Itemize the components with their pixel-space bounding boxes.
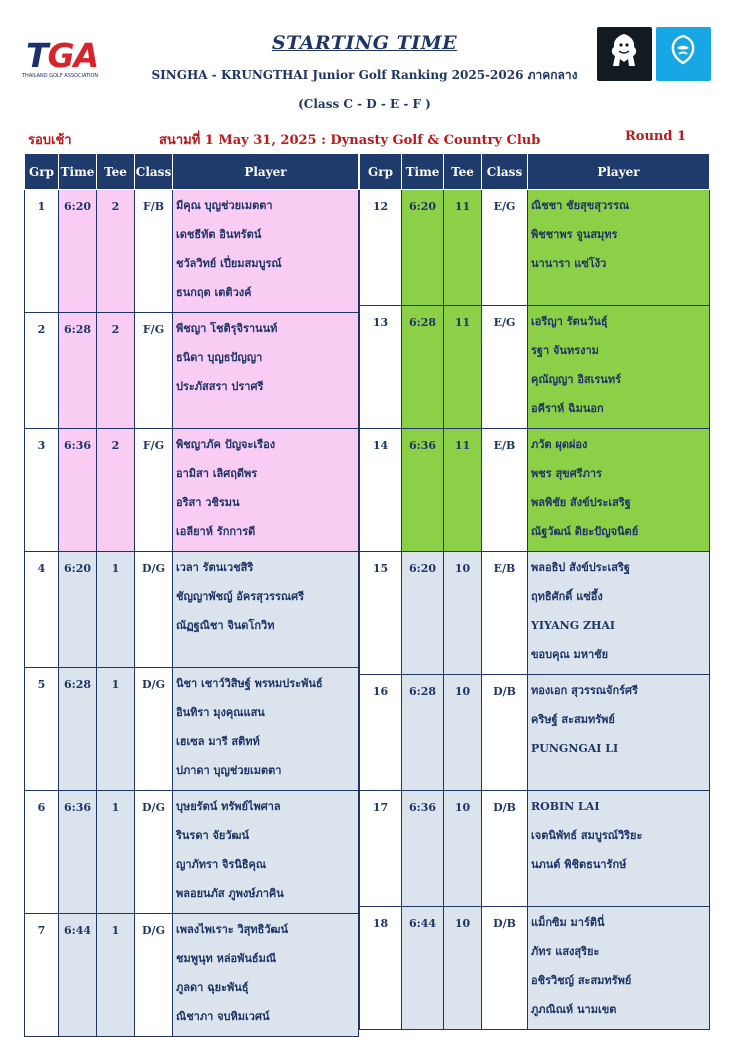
group-row	[360, 552, 710, 675]
col-header-tee: Tee	[444, 154, 482, 190]
player-name: อคีราห์ ฉิมนอก	[531, 402, 604, 415]
player-name: อินทิรา มุงคุณแสน	[176, 706, 265, 719]
right-schedule-table	[359, 153, 710, 1030]
player-name: ปภาดา บุญช่วยเมตตา	[176, 764, 282, 777]
event-subtitle: SINGHA - KRUNGTHAI Junior Golf Ranking 2025-2026 ภาคกลาง	[151, 68, 578, 82]
group-row	[25, 914, 359, 1037]
group-row	[25, 668, 359, 791]
tee-time: 6:44	[402, 907, 444, 1030]
col-header-tee: Tee	[97, 154, 135, 190]
group-number: 15	[360, 552, 402, 675]
class-code: F/G	[135, 429, 173, 552]
player-name: ณิชชา ชัยสุขสุวรรณ	[531, 199, 630, 212]
player-name: เฮเซล มารี สติทท์	[176, 735, 260, 748]
player-cell	[528, 907, 710, 1030]
player-name: เอรีญา รัตนวันธุ์	[531, 315, 608, 328]
class-code: E/B	[482, 552, 528, 675]
round-label: Round 1	[625, 129, 687, 144]
tee-time: 6:28	[402, 306, 444, 429]
player-name: ขอบคุณ มหาชัย	[531, 648, 609, 661]
player-cell	[173, 190, 359, 313]
group-row	[25, 429, 359, 552]
table-header-row	[25, 154, 359, 190]
player-name: เวลา รัตนเวชสิริ	[176, 561, 254, 574]
tee-time: 6:44	[59, 914, 97, 1037]
tee-time: 6:20	[59, 190, 97, 313]
tga-logo-subtitle: THAILAND GOLF ASSOCIATION	[22, 73, 99, 79]
class-code: E/B	[482, 429, 528, 552]
tee-number: 2	[97, 190, 135, 313]
tee-time: 6:36	[59, 791, 97, 914]
tee-time: 6:20	[59, 552, 97, 668]
table-header-row	[360, 154, 710, 190]
player-name: ณิชาภา จบหิมเวศน์	[176, 1010, 270, 1023]
player-name: เดชธีทัต อินทรัตน์	[176, 228, 262, 241]
group-row	[360, 791, 710, 907]
group-number: 14	[360, 429, 402, 552]
player-name: บุษยรัตน์ ทรัพย์ไพศาล	[176, 800, 281, 813]
class-code: D/B	[482, 675, 528, 791]
player-name: นานารา แซ่โง้ว	[531, 257, 607, 270]
left-schedule-table	[24, 153, 359, 1037]
tee-number: 2	[97, 313, 135, 429]
tee-number: 1	[97, 791, 135, 914]
class-code: F/B	[135, 190, 173, 313]
tee-number: 11	[444, 306, 482, 429]
player-name: มีคุณ บุญช่วยเมตตา	[176, 199, 273, 212]
group-number: 6	[25, 791, 59, 914]
player-name: พีชญา โชติรุจิรานนท์	[176, 322, 278, 335]
player-name: พิชญาภัค ปัญจะเรือง	[176, 438, 276, 451]
col-header-class: Class	[135, 154, 173, 190]
player-cell	[528, 675, 710, 791]
col-header-grp: Grp	[25, 154, 59, 190]
player-name: ภวัต ผุดผ่อง	[531, 438, 588, 451]
tee-number: 1	[97, 668, 135, 791]
tee-number: 1	[97, 914, 135, 1037]
group-row	[25, 552, 359, 668]
player-name: อริสา วชิรมน	[176, 496, 240, 509]
tee-number: 1	[97, 552, 135, 668]
group-row	[25, 190, 359, 313]
player-name: ธนิดา บุญธปัญญา	[176, 351, 263, 364]
tee-time: 6:28	[59, 668, 97, 791]
group-number: 7	[25, 914, 59, 1037]
group-number: 1	[25, 190, 59, 313]
col-header-player: Player	[528, 154, 710, 190]
player-name: แม็กซิม มาร์ตินี่	[531, 916, 605, 929]
group-row	[360, 306, 710, 429]
player-name: นภนต์ พิชิตธนารักษ์	[531, 858, 627, 871]
player-name: ชวัลวิทย์ เปี่ยมสมบูรณ์	[176, 257, 282, 270]
player-name: ธนกฤต เตติวงค์	[176, 286, 252, 299]
group-row	[360, 429, 710, 552]
tee-time: 6:36	[59, 429, 97, 552]
player-cell	[528, 552, 710, 675]
class-list: (Class C - D - E - F )	[298, 97, 431, 111]
player-name: ทองเอก สุวรรณจักร์ศรี	[531, 684, 638, 697]
group-number: 16	[360, 675, 402, 791]
col-header-class: Class	[482, 154, 528, 190]
class-code: D/B	[482, 907, 528, 1030]
player-name: ภูภณิณห์ นามเขต	[531, 1003, 617, 1016]
class-code: D/G	[135, 552, 173, 668]
player-cell	[173, 552, 359, 668]
tee-time: 6:28	[59, 313, 97, 429]
player-name: อามิสา เลิศฤดีพร	[176, 467, 258, 480]
tee-number: 10	[444, 907, 482, 1030]
player-name: รินรดา จัยวัฒน์	[176, 829, 250, 842]
tga-logo-text: TGA	[26, 36, 99, 75]
player-name: คริษฐ์ สะสมทรัพย์	[531, 713, 615, 726]
player-name: พชร สุขศรีภาร	[531, 467, 602, 480]
player-name: นิชา เชาว์วิสิษฐ์ พรหมประพันธ์	[176, 677, 323, 690]
group-row	[360, 675, 710, 791]
player-name: เจตนิพัทธ์ สมบูรณ์วิริยะ	[531, 829, 643, 842]
player-name: พลอยนภัส ภูพงษ์ภาคิน	[176, 887, 284, 900]
group-number: 18	[360, 907, 402, 1030]
tee-number: 2	[97, 429, 135, 552]
class-code: F/G	[135, 313, 173, 429]
col-header-grp: Grp	[360, 154, 402, 190]
tee-time: 6:20	[402, 552, 444, 675]
player-name: ญาภัทรา จิรนิธิคุณ	[176, 858, 267, 871]
player-name: PUNGNGAI LI	[531, 742, 619, 755]
player-name: ฤทธิศักดิ์ แซ่อึ้ง	[531, 590, 603, 603]
player-name: ประภัสสรา ปราศรี	[176, 380, 264, 393]
player-name: คุณัญญา อิสเรนทร์	[531, 373, 621, 386]
player-name: เอลียาห์ รักการดี	[176, 525, 256, 538]
player-name: รฐา จันทรงาม	[531, 344, 599, 357]
player-name: ภัทร แสงสุริยะ	[531, 945, 600, 958]
player-name: ณัฏฐณิชา จินดโกวิท	[176, 619, 275, 632]
venue-date: สนามที่ 1 May 31, 2025 : Dynasty Golf & Country Club	[159, 133, 541, 148]
col-header-player: Player	[173, 154, 359, 190]
player-name: พิชชาพร จูนสมุทร	[531, 228, 618, 241]
tee-number: 10	[444, 791, 482, 907]
group-number: 2	[25, 313, 59, 429]
page-title: STARTING TIME	[271, 32, 458, 54]
group-row	[25, 791, 359, 914]
player-cell	[173, 791, 359, 914]
class-code: D/B	[482, 791, 528, 907]
tee-number: 11	[444, 190, 482, 306]
tee-number: 11	[444, 429, 482, 552]
player-name: ภูลดา ฉุยะพันธุ์	[176, 981, 249, 994]
group-row	[360, 190, 710, 306]
player-name: YIYANG ZHAI	[531, 619, 616, 632]
group-number: 3	[25, 429, 59, 552]
class-code: E/G	[482, 190, 528, 306]
group-row	[360, 907, 710, 1030]
player-cell	[173, 914, 359, 1037]
player-name: เพลงไพเราะ วิสุทธิวัฒน์	[176, 923, 288, 936]
group-number: 4	[25, 552, 59, 668]
col-header-time: Time	[59, 154, 97, 190]
player-name: ณัฐวัฒน์ ดิยะปัญจนิตย์	[531, 525, 639, 538]
player-name: อชิรวิชญ์ สะสมทรัพย์	[531, 974, 632, 987]
player-cell	[173, 668, 359, 791]
group-row	[25, 313, 359, 429]
tee-time: 6:28	[402, 675, 444, 791]
tee-number: 10	[444, 552, 482, 675]
player-cell	[528, 306, 710, 429]
session-label: รอบเช้า	[28, 133, 72, 148]
class-code: E/G	[482, 306, 528, 429]
player-cell	[528, 791, 710, 907]
tee-time: 6:36	[402, 429, 444, 552]
player-name: ชัญญาพัชญ์ อัครสุวรรณศรี	[176, 590, 304, 603]
tee-time: 6:36	[402, 791, 444, 907]
player-cell	[528, 429, 710, 552]
player-cell	[173, 313, 359, 429]
class-code: D/G	[135, 914, 173, 1037]
player-cell	[173, 429, 359, 552]
group-number: 12	[360, 190, 402, 306]
group-number: 17	[360, 791, 402, 907]
tee-number: 10	[444, 675, 482, 791]
class-code: D/G	[135, 791, 173, 914]
group-number: 5	[25, 668, 59, 791]
class-code: D/G	[135, 668, 173, 791]
tee-time: 6:20	[402, 190, 444, 306]
player-name: พลอธิป สังข์ประเสริฐ	[531, 561, 630, 574]
player-name: พลพิชัย สังข์ประเสริฐ	[531, 496, 631, 509]
group-number: 13	[360, 306, 402, 429]
player-name: ชมพูนุท หล่อพันธ์มณี	[176, 952, 277, 965]
col-header-time: Time	[402, 154, 444, 190]
player-cell	[528, 190, 710, 306]
player-name: ROBIN LAI	[531, 800, 600, 813]
